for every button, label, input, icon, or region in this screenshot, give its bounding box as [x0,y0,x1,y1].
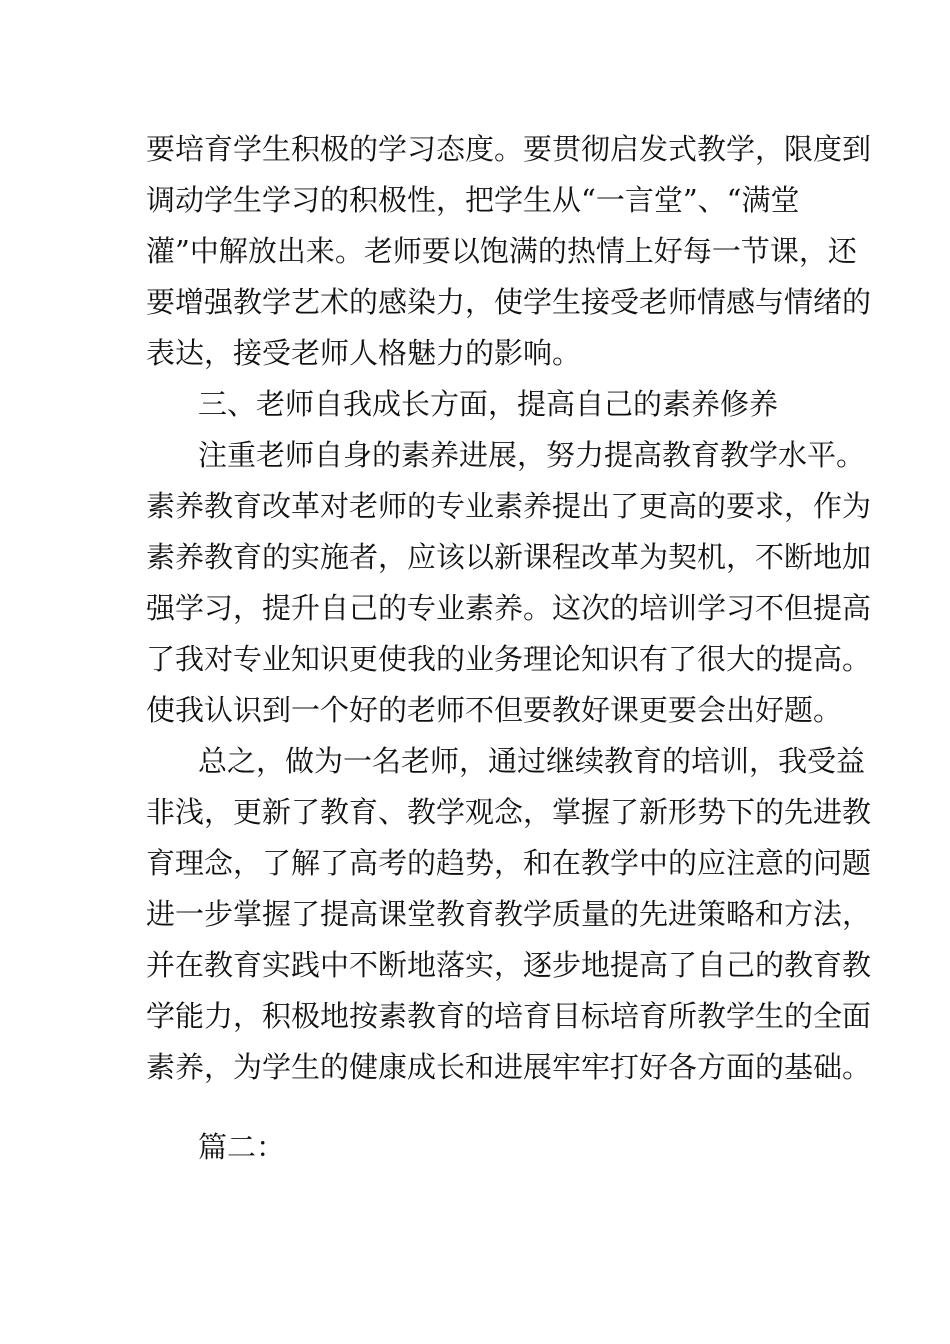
text-line: 表达，接受老师人格魅力的影响。 [146,336,582,370]
section-label: 篇二： [198,1130,286,1164]
section-heading: 三、老师自我成长方面，提高自己的素养修养 [198,387,779,421]
text-line: 要培育学生积极的学习态度。要贯彻启发式教学，限度到 [146,132,872,166]
text-line: 学能力，积极地按素教育的培育目标培育所教学生的全面 [146,999,872,1033]
text-line: 素养教育改革对老师的专业素养提出了更高的要求，作为 [146,489,872,523]
section-label-block [146,1122,811,1173]
text-line: 育理念，了解了高考的趋势，和在教学中的应注意的问题 [146,846,872,880]
text-line: 使我认识到一个好的老师不但要教好课更要会出好题。 [146,693,843,727]
paragraph-start: 注重老师自身的素养进展，努力提高教育教学水平。 [198,438,866,472]
text-line: 进一步掌握了提高课堂教育教学质量的先进策略和方法， [146,897,872,931]
text-line: 了我对专业知识更使我的业务理论知识有了很大的提高。 [146,642,872,676]
text-line: 要增强教学艺术的感染力，使学生接受老师情感与情绪的 [146,285,872,319]
text-line: 调动学生学习的积极性，把学生从“一言堂”、“满堂 [146,183,800,217]
text-line: 强学习，提升自己的专业素养。这次的培训学习不但提高 [146,591,872,625]
body-text [146,124,872,1093]
text-line: 灌”中解放出来。老师要以饱满的热情上好每一节课，还 [146,234,857,268]
text-line: 素养教育的实施者，应该以新课程改革为契机，不断地加 [146,540,872,574]
text-line: 素养，为学生的健康成长和进展牢牢打好各方面的基础。 [146,1050,872,1084]
paragraph-start: 总之，做为一名老师，通过继续教育的培训，我受益 [198,744,866,778]
text-line: 并在教育实践中不断地落实，逐步地提高了自己的教育教 [146,948,872,982]
text-line: 非浅，更新了教育、教学观念，掌握了新形势下的先进教 [146,795,872,829]
